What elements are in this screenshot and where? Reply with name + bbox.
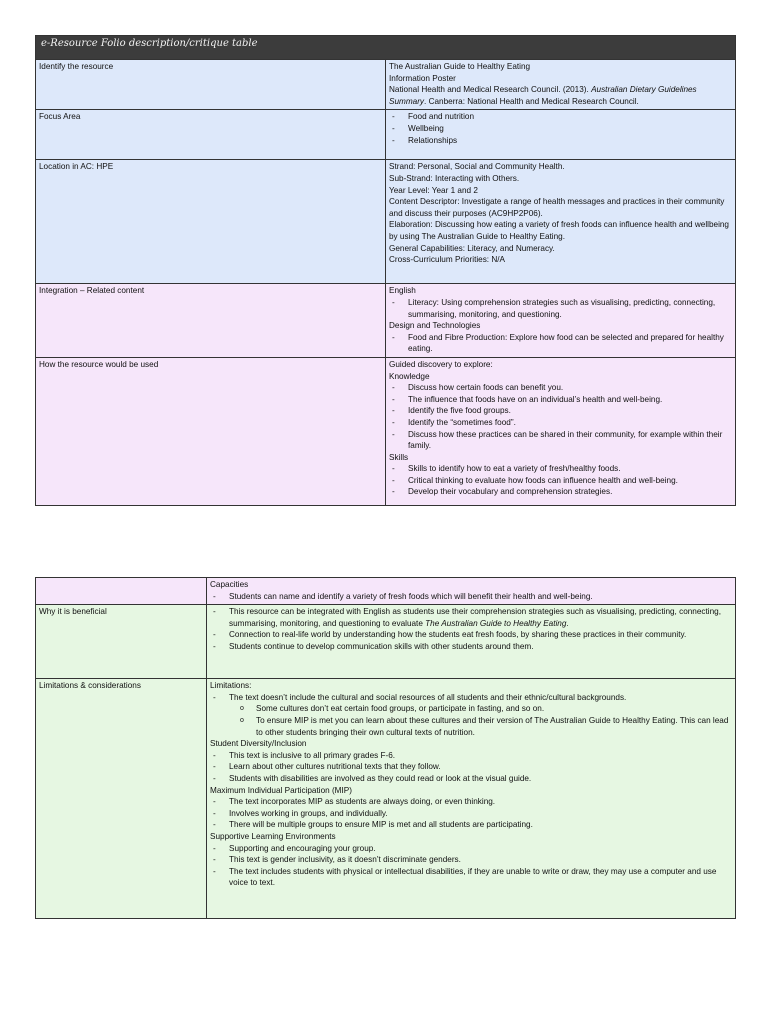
row-beneficial xyxy=(36,605,736,679)
english-heading: English xyxy=(389,286,416,296)
list-item: - Food and Fibre Production: Explore how food can be selected and prepared for healthy eating. xyxy=(389,332,732,355)
table-title-row xyxy=(36,36,736,60)
list-item: - Learn about other cultures nutritional texts that they follow. xyxy=(210,761,732,773)
label-focus: Focus Area xyxy=(36,110,386,160)
english-list xyxy=(389,297,732,320)
limitations-heading: Limitations: xyxy=(210,681,252,691)
label-integration: Integration – Related content xyxy=(36,284,386,358)
content-capacities xyxy=(207,578,736,605)
knowledge-heading: Knowledge xyxy=(389,371,430,381)
list-item: - Supporting and encouraging your group. xyxy=(210,843,732,855)
usage-intro: Guided discovery to explore: xyxy=(389,359,493,369)
row-focus xyxy=(36,110,736,160)
resource-name: The Australian Guide to Healthy Eating xyxy=(389,62,531,71)
beneficial-end: . xyxy=(566,618,569,628)
list-item: - Discuss how these practices can be shared in their community, for example within their family. xyxy=(389,429,732,452)
label-location: Location in AC: HPE xyxy=(36,160,386,284)
list-item: - Identify the “sometimes food”. xyxy=(389,417,732,429)
beneficial-text: This resource can be integrated with English as students use their comprehension strategies such as visualising, predicting, connecting, summarising, monitoring, and questioning to evaluate xyxy=(229,607,721,628)
label-identify: Identify the resource xyxy=(36,60,386,110)
content-identify xyxy=(386,60,736,110)
mip-list xyxy=(210,796,732,831)
list-item: - Relationships xyxy=(389,135,732,147)
year-level: Year Level: Year 1 and 2 xyxy=(389,185,478,195)
list-item: - The influence that foods have on an individual’s health and well-being. xyxy=(389,394,732,406)
list-item: - Involves working in groups, and individually. xyxy=(210,808,732,820)
list-item: - The text includes students with physical or intellectual disabilities, if they are unable to write or draw, they may use a computer and use voice to text. xyxy=(210,866,732,889)
design-heading: Design and Technologies xyxy=(389,321,481,331)
content-integration xyxy=(386,284,736,358)
list-item: - Students with disabilities are involved as they could read or look at the visual guide. xyxy=(210,773,732,785)
list-item: - Critical thinking to evaluate how foods can influence health and well-being. xyxy=(389,475,732,487)
limitation-text: The text doesn’t include the cultural and social resources of all students and their ethnic/cultural backgrounds. xyxy=(229,692,627,702)
list-item: - Develop their vocabulary and comprehension strategies. xyxy=(389,486,732,498)
content-limitations xyxy=(207,679,736,919)
label-beneficial: Why it is beneficial xyxy=(36,605,207,679)
capacities-heading: Capacities xyxy=(210,580,249,589)
content-focus xyxy=(386,110,736,160)
supportive-heading: Supportive Learning Environments xyxy=(210,831,336,841)
cross-curriculum: Cross-Curriculum Priorities: N/A xyxy=(389,255,506,265)
strand: Strand: Personal, Social and Community Health. xyxy=(389,162,565,172)
list-item: o To ensure MIP is met you can learn about these cultures and their version of The Australian Guide to Healthy Eating. This can lead to other students bringing their own cultural texts of nutrition. xyxy=(210,715,732,738)
knowledge-list xyxy=(389,382,732,452)
list-item: - Discuss how certain foods can benefit you. xyxy=(389,382,732,394)
content-beneficial xyxy=(207,605,736,679)
diversity-list xyxy=(210,750,732,785)
list-item: - There will be multiple groups to ensure MIP is met and all students are participating. xyxy=(210,819,732,831)
limitations-sublist xyxy=(210,703,732,738)
citation-publisher: . Canberra: National Health and Medical Research Council. xyxy=(424,96,639,106)
mip-heading: Maximum Individual Participation (MIP) xyxy=(210,785,352,795)
list-item: - Literacy: Using comprehension strategies such as visualising, predicting, connecting, summarising, monitoring, and questioning. xyxy=(389,297,732,320)
resource-type: Information Poster xyxy=(389,73,456,83)
list-item: - This text is gender inclusivity, as it doesn’t discriminate genders. xyxy=(210,854,732,866)
resource-citation xyxy=(389,84,732,107)
list-item xyxy=(210,692,732,738)
design-list xyxy=(389,332,732,355)
list-item: - Students continue to develop communication skills with other students around them. xyxy=(210,641,732,653)
elaboration: Elaboration: Discussing how eating a variety of fresh foods can influence health and wellbeing by using The Australian Guide to Healthy Eating. xyxy=(389,220,729,241)
focus-list xyxy=(389,111,732,146)
citation-title: Australian Dietary Guidelines Summary xyxy=(389,85,697,106)
list-item: - Skills to identify how to eat a variety of fresh/healthy foods. xyxy=(389,463,732,475)
table-title: e-Resource Folio description/critique table xyxy=(36,36,736,60)
row-integration xyxy=(36,284,736,358)
row-capacities xyxy=(36,578,736,605)
skills-list xyxy=(389,463,732,498)
guide-title: The Australian Guide to Healthy Eating xyxy=(425,618,567,628)
list-item xyxy=(210,606,732,629)
content-usage xyxy=(386,357,736,505)
content-location xyxy=(386,160,736,284)
list-item: - Identify the five food groups. xyxy=(389,405,732,417)
general-capabilities: General Capabilities: Literacy, and Numeracy. xyxy=(389,243,555,253)
row-location xyxy=(36,160,736,284)
supportive-list xyxy=(210,843,732,889)
list-item: o Some cultures don’t eat certain food groups, or participate in fasting, and so on. xyxy=(210,703,732,715)
skills-heading: Skills xyxy=(389,452,409,462)
row-limitations xyxy=(36,679,736,919)
label-limitations: Limitations & considerations xyxy=(36,679,207,919)
row-usage xyxy=(36,357,736,505)
list-item: - Wellbeing xyxy=(389,123,732,135)
resource-table-page-1 xyxy=(35,35,736,506)
list-item: - Connection to real-life world by understanding how the students eat fresh foods, by sharing these practices in their community. xyxy=(210,629,732,641)
list-item: - Food and nutrition xyxy=(389,111,732,123)
resource-table-page-2 xyxy=(35,577,736,919)
content-descriptor: Content Descriptor: Investigate a range of health messages and practices in their community and discuss their purposes (AC9HP2P06). xyxy=(389,197,725,218)
list-item: - This text is inclusive to all primary grades F-6. xyxy=(210,750,732,762)
citation-author: National Health and Medical Research Council. (2013). xyxy=(389,85,589,95)
capacities-list xyxy=(210,591,732,603)
label-capacities-empty xyxy=(36,578,207,605)
limitations-list xyxy=(210,692,732,738)
label-usage: How the resource would be used xyxy=(36,357,386,505)
beneficial-list xyxy=(210,606,732,652)
sub-strand: Sub-Strand: Interacting with Others. xyxy=(389,173,520,183)
list-item: - Students can name and identify a variety of fresh foods which will benefit their health and well-being. xyxy=(210,591,732,603)
row-identify xyxy=(36,60,736,110)
list-item: - The text incorporates MIP as students are always doing, or even thinking. xyxy=(210,796,732,808)
diversity-heading: Student Diversity/Inclusion xyxy=(210,739,307,749)
